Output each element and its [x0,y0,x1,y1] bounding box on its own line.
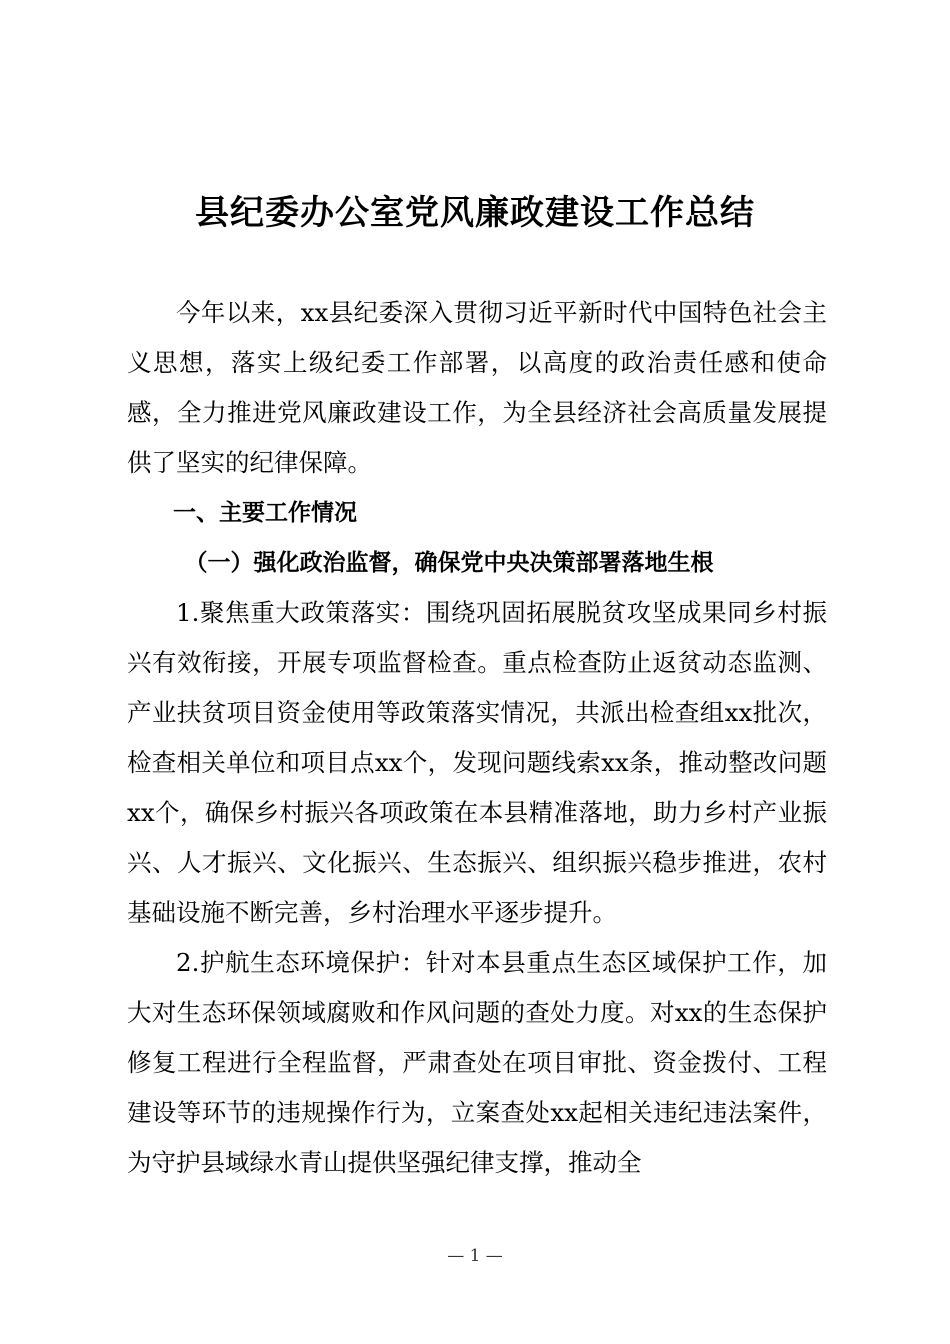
document-body [127,288,827,1188]
item-paragraph-ecological-protection: 2.护航生态环境保护：针对本县重点生态区域保护工作，加大对生态环保领域腐败和作风问题的查处力度。对xx的生态保护修复工程进行全程监督，严肃查处在项目审批、资金拨付、工程建设等环节的违规操作行为，立案查处xx起相关违纪违法案件，为守护县域绿水青山提供坚强纪律支撑，推动全 [127,948,827,1177]
intro-paragraph: 今年以来，xx县纪委深入贯彻习近平新时代中国特色社会主义思想，落实上级纪委工作部署，以高度的政治责任感和使命感，全力推进党风廉政建设工作，为全县经济社会高质量发展提供了坚实的纪律保障。 [127,298,827,477]
page-number: — 1 — [447,1246,503,1266]
document-title: 县纪委办公室党风廉政建设工作总结 [195,193,755,233]
subsection-heading-political-supervision: （一）强化政治监督，确保党中央决策部署落地生根 [184,550,714,576]
item-paragraph-policy-implementation: 1.聚焦重大政策落实：围绕巩固拓展脱贫攻坚成果同乡村振兴有效衔接，开展专项监督检查。重点检查防止返贫动态监测、产业扶贫项目资金使用等政策落实情况，共派出检查组xx批次，检查相关单位和项目点xx个，发现问题线索xx条，推动整改问题xx个，确保乡村振兴各项政策在本县精准落地，助力乡村产业振兴、人才振兴、文化振兴、生态振兴、组织振兴稳步推进，农村基础设施不断完善，乡村治理水平逐步提升。 [127,598,827,927]
section-heading-main-work: 一、主要工作情况 [173,500,357,526]
